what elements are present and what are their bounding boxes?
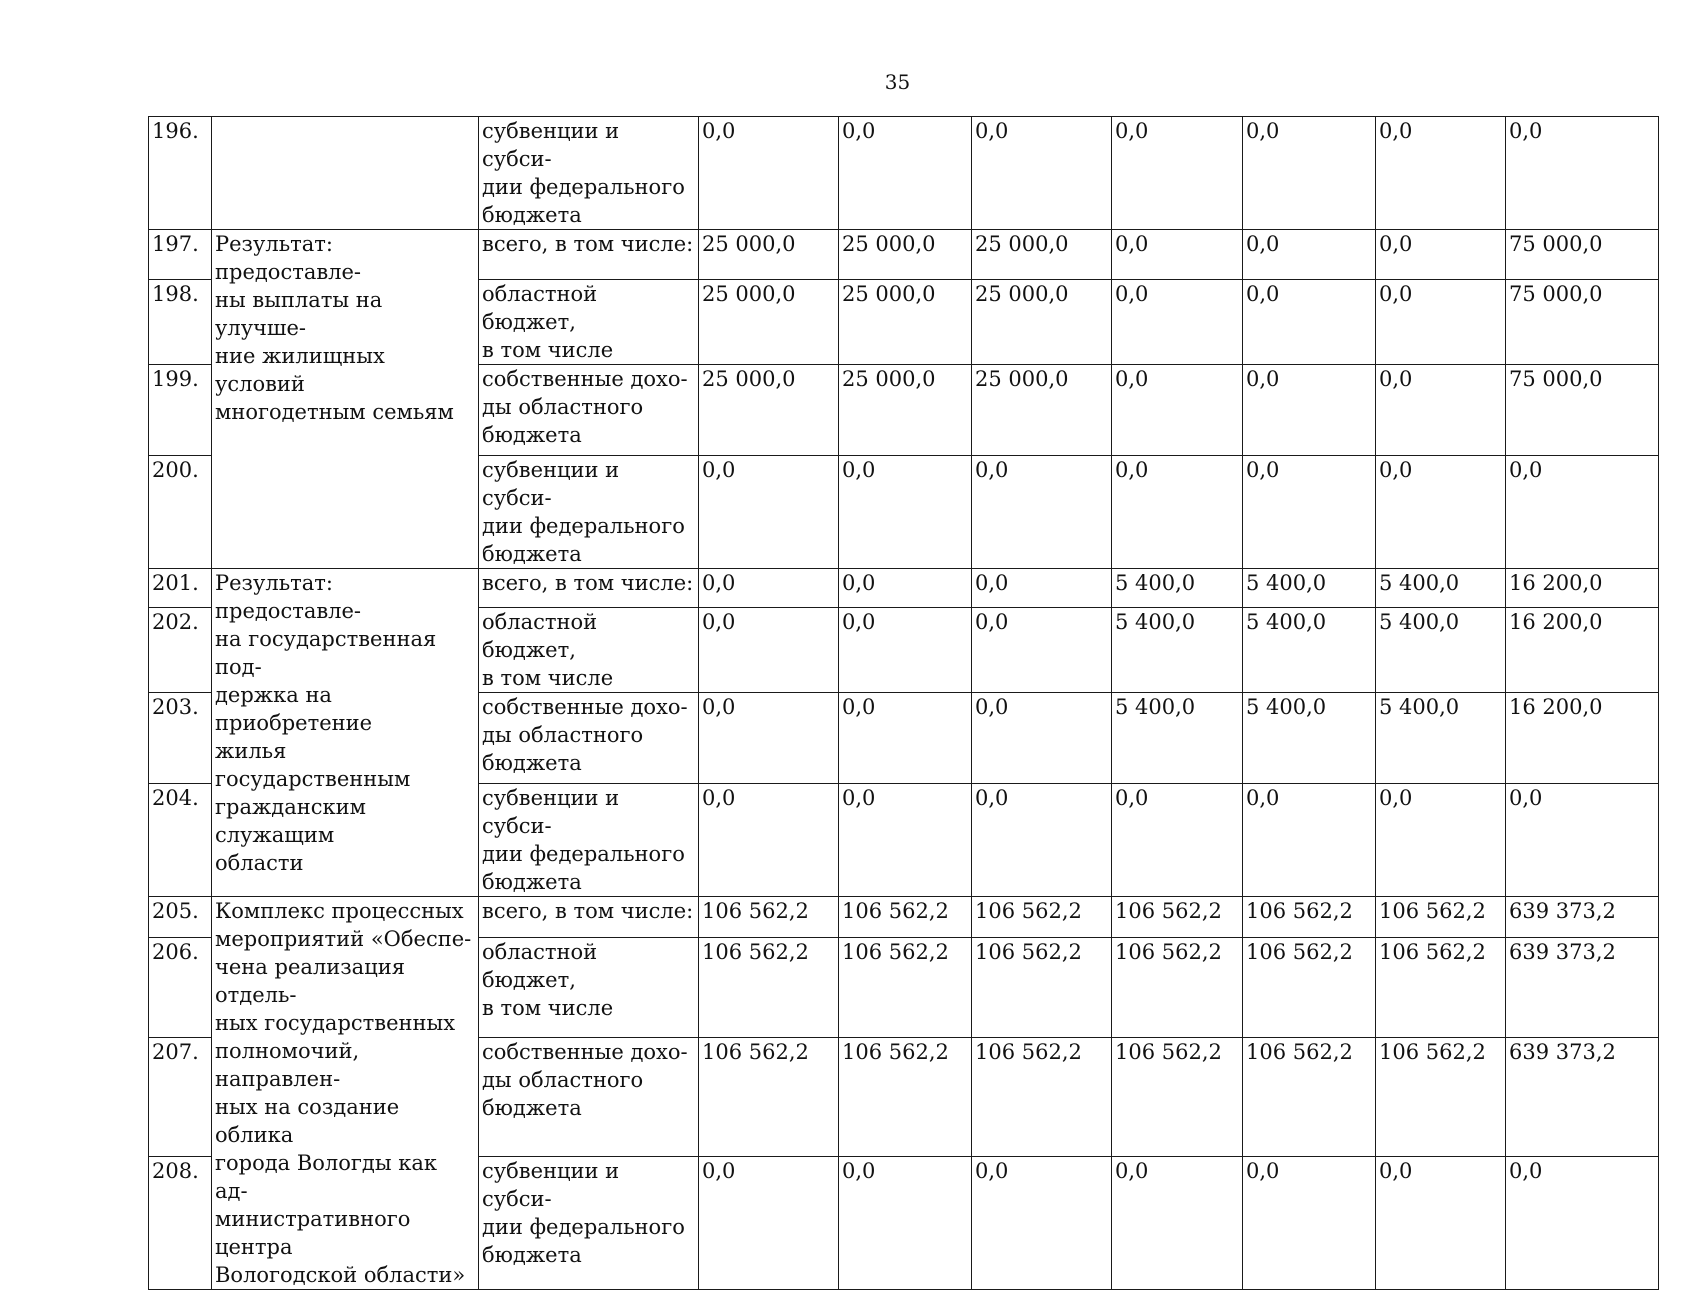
- value-cell: 25 000,0: [972, 230, 1112, 280]
- row-number: 200.: [149, 456, 212, 569]
- value-cell: 25 000,0: [699, 230, 839, 280]
- value-cell: 5 400,0: [1243, 693, 1376, 784]
- value-cell: 106 562,2: [1112, 897, 1243, 938]
- value-cell: 0,0: [1243, 365, 1376, 456]
- row-number: 207.: [149, 1037, 212, 1157]
- value-cell: 0,0: [1112, 1157, 1243, 1290]
- table-row: [149, 117, 1659, 230]
- value-cell: 0,0: [699, 693, 839, 784]
- value-cell: 106 562,2: [1376, 897, 1506, 938]
- value-cell: 0,0: [1112, 784, 1243, 897]
- value-cell: 0,0: [1243, 784, 1376, 897]
- row-number: 203.: [149, 693, 212, 784]
- funding-source: всего, в том числе:: [479, 569, 699, 608]
- value-cell: 106 562,2: [839, 897, 972, 938]
- value-cell: 5 400,0: [1376, 693, 1506, 784]
- value-cell: 0,0: [1376, 784, 1506, 897]
- value-cell: 106 562,2: [1243, 1037, 1376, 1157]
- value-cell: 5 400,0: [1112, 693, 1243, 784]
- value-cell: 0,0: [699, 117, 839, 230]
- value-cell: 0,0: [699, 456, 839, 569]
- value-cell: 0,0: [1243, 456, 1376, 569]
- value-cell: 106 562,2: [972, 938, 1112, 1038]
- value-cell: 25 000,0: [839, 365, 972, 456]
- value-cell: 0,0: [972, 608, 1112, 693]
- table-row: [149, 569, 1659, 608]
- value-cell: 0,0: [699, 608, 839, 693]
- value-cell: 25 000,0: [839, 280, 972, 365]
- value-total: 75 000,0: [1506, 230, 1659, 280]
- value-cell: 0,0: [972, 117, 1112, 230]
- table-body: [149, 117, 1659, 1290]
- value-total: 16 200,0: [1506, 569, 1659, 608]
- value-cell: 0,0: [839, 1157, 972, 1290]
- value-cell: 25 000,0: [699, 280, 839, 365]
- value-cell: 0,0: [839, 117, 972, 230]
- value-cell: 0,0: [1112, 456, 1243, 569]
- funding-source: собственные дохо- ды областного бюджета: [479, 693, 699, 784]
- value-cell: 0,0: [1243, 1157, 1376, 1290]
- value-cell: 0,0: [839, 608, 972, 693]
- funding-source: собственные дохо- ды областного бюджета: [479, 1037, 699, 1157]
- result-description: Комплекс процессных мероприятий «Обеспе- чена реализация отдель- ных государственных полномочий, направлен- ных на создание облика города Вологды как ад- министративного центра Вологодской области»: [212, 897, 479, 1290]
- value-cell: 0,0: [699, 569, 839, 608]
- value-cell: 106 562,2: [1376, 1037, 1506, 1157]
- funding-source: областной бюджет, в том числе: [479, 608, 699, 693]
- funding-source: всего, в том числе:: [479, 897, 699, 938]
- value-cell: 5 400,0: [1376, 608, 1506, 693]
- funding-source: собственные дохо- ды областного бюджета: [479, 365, 699, 456]
- value-cell: 0,0: [1376, 1157, 1506, 1290]
- value-cell: 5 400,0: [1243, 608, 1376, 693]
- funding-source: всего, в том числе:: [479, 230, 699, 280]
- funding-source: областной бюджет, в том числе: [479, 280, 699, 365]
- value-cell: 0,0: [699, 1157, 839, 1290]
- value-total: 75 000,0: [1506, 365, 1659, 456]
- result-description: Результат: предоставле- на государственная под- держка на приобретение жилья государственным гражданским служащим области: [212, 569, 479, 897]
- value-total: 16 200,0: [1506, 608, 1659, 693]
- value-total: 639 373,2: [1506, 897, 1659, 938]
- value-cell: 106 562,2: [1376, 938, 1506, 1038]
- value-cell: 106 562,2: [699, 938, 839, 1038]
- value-cell: 0,0: [1243, 280, 1376, 365]
- value-cell: 25 000,0: [699, 365, 839, 456]
- value-cell: 106 562,2: [1243, 938, 1376, 1038]
- value-total: 0,0: [1506, 456, 1659, 569]
- row-number: 206.: [149, 938, 212, 1038]
- row-number: 202.: [149, 608, 212, 693]
- row-number: 196.: [149, 117, 212, 230]
- funding-source: субвенции и субси- дии федерального бюджета: [479, 1157, 699, 1290]
- value-cell: 0,0: [972, 456, 1112, 569]
- value-cell: 0,0: [699, 784, 839, 897]
- value-cell: 106 562,2: [1112, 1037, 1243, 1157]
- value-cell: 0,0: [1112, 280, 1243, 365]
- funding-source: субвенции и субси- дии федерального бюджета: [479, 456, 699, 569]
- row-number: 201.: [149, 569, 212, 608]
- value-cell: 5 400,0: [1376, 569, 1506, 608]
- value-cell: 106 562,2: [839, 938, 972, 1038]
- value-cell: 0,0: [1376, 280, 1506, 365]
- value-cell: 0,0: [839, 693, 972, 784]
- value-cell: 25 000,0: [972, 280, 1112, 365]
- value-cell: 106 562,2: [1243, 897, 1376, 938]
- row-number: 208.: [149, 1157, 212, 1290]
- value-cell: 0,0: [1243, 230, 1376, 280]
- row-number: 204.: [149, 784, 212, 897]
- value-cell: 0,0: [839, 456, 972, 569]
- value-cell: 0,0: [1112, 230, 1243, 280]
- page-number: 35: [884, 70, 911, 94]
- value-cell: 106 562,2: [699, 1037, 839, 1157]
- value-cell: 0,0: [1376, 230, 1506, 280]
- value-total: 639 373,2: [1506, 1037, 1659, 1157]
- value-cell: 0,0: [972, 1157, 1112, 1290]
- value-cell: 106 562,2: [972, 897, 1112, 938]
- value-cell: 25 000,0: [972, 365, 1112, 456]
- funding-source: областной бюджет, в том числе: [479, 938, 699, 1038]
- value-cell: 0,0: [972, 784, 1112, 897]
- funding-source: субвенции и субси- дии федерального бюджета: [479, 784, 699, 897]
- row-number: 199.: [149, 365, 212, 456]
- value-cell: 0,0: [1243, 117, 1376, 230]
- result-description: Результат: предоставле- ны выплаты на улучше- ние жилищных условий многодетным семьям: [212, 230, 479, 569]
- value-cell: 5 400,0: [1112, 608, 1243, 693]
- value-cell: 0,0: [972, 569, 1112, 608]
- value-total: 75 000,0: [1506, 280, 1659, 365]
- table-row: [149, 897, 1659, 938]
- row-number: 197.: [149, 230, 212, 280]
- value-cell: 0,0: [1376, 365, 1506, 456]
- row-number: 198.: [149, 280, 212, 365]
- value-cell: 25 000,0: [839, 230, 972, 280]
- value-total: 16 200,0: [1506, 693, 1659, 784]
- value-cell: 0,0: [1112, 365, 1243, 456]
- value-cell: 106 562,2: [1112, 938, 1243, 1038]
- value-total: 0,0: [1506, 784, 1659, 897]
- value-cell: 106 562,2: [972, 1037, 1112, 1157]
- value-cell: 0,0: [1376, 456, 1506, 569]
- value-cell: 0,0: [1376, 117, 1506, 230]
- value-cell: 106 562,2: [839, 1037, 972, 1157]
- value-cell: 5 400,0: [1243, 569, 1376, 608]
- value-cell: 0,0: [839, 569, 972, 608]
- value-cell: 0,0: [972, 693, 1112, 784]
- value-cell: 106 562,2: [699, 897, 839, 938]
- result-description-continued: [212, 117, 479, 230]
- value-total: 0,0: [1506, 117, 1659, 230]
- value-cell: 0,0: [1112, 117, 1243, 230]
- value-total: 0,0: [1506, 1157, 1659, 1290]
- budget-table: [148, 116, 1659, 1290]
- value-total: 639 373,2: [1506, 938, 1659, 1038]
- table-row: [149, 230, 1659, 280]
- value-cell: 5 400,0: [1112, 569, 1243, 608]
- row-number: 205.: [149, 897, 212, 938]
- value-cell: 0,0: [839, 784, 972, 897]
- funding-source: субвенции и субси- дии федерального бюджета: [479, 117, 699, 230]
